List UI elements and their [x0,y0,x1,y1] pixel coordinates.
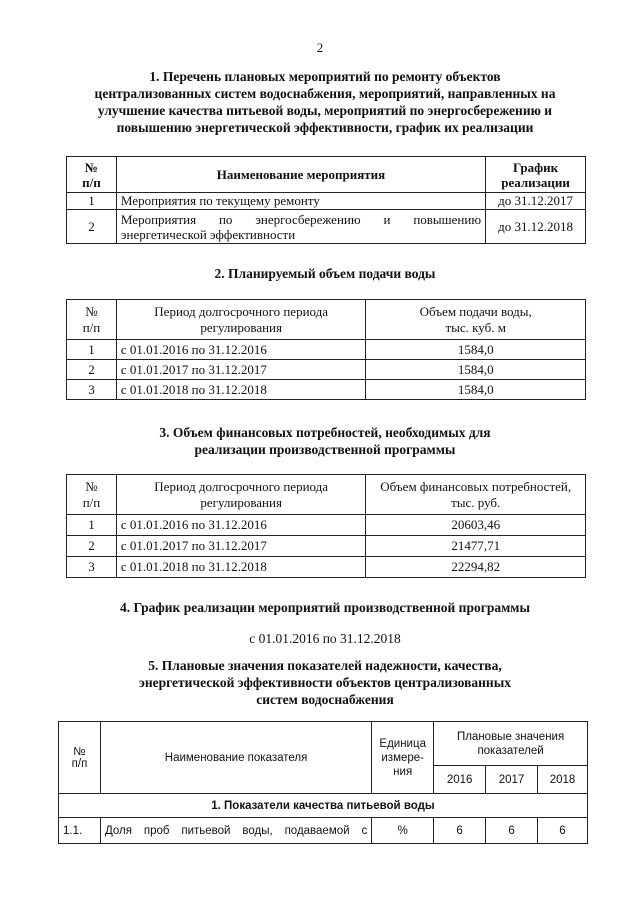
section5-title [60,657,590,708]
row-num: 3 [67,557,117,578]
header-line: № [73,745,86,758]
header-line: Период долгосрочного периода [154,478,329,494]
header-line: тыс. куб. м [445,319,506,335]
row-period: с 01.01.2017 по 31.12.2017 [116,536,366,557]
row-num: 2 [67,536,117,557]
page-number: 2 [316,40,324,55]
table-row [59,818,588,844]
section1-table [66,156,586,244]
col-period-header [116,475,366,515]
col-name-header: Наименование мероприятия [116,157,485,193]
section1-title-line: 1. Перечень плановых мероприятий по ремонту объектов [149,69,501,84]
col-num-header [67,300,117,340]
table-row [67,557,586,578]
row-value: 22294,82 [366,557,586,578]
row-num: 3 [67,380,117,400]
row-name-line: энергетической эффективности [120,226,296,242]
header-line: п/п [82,174,101,190]
header-line: п/п [82,319,101,335]
col-unit-header [372,722,434,794]
header-line: показателей [477,744,544,757]
col-plan-header [434,722,588,766]
col-year-2017: 2017 [486,766,538,794]
row-num: 1.1. [59,818,101,844]
header-line: Единица [379,737,426,750]
header-line: № [85,303,98,319]
row-name: Доля проб питьевой воды, подаваемой с [100,818,371,844]
row-value: 1584,0 [366,360,586,380]
col-num-header [67,157,117,193]
row-value: 1584,0 [366,340,586,360]
header-line: № [84,159,98,175]
section3-title-line: 3. Объем финансовых потребностей, необходимых для [159,425,491,440]
header-line: График [512,159,559,175]
header-line: тыс. руб. [451,494,501,510]
section4-title: 4. График реализации мероприятий производственной программы [119,600,531,615]
header-line: регулирования [200,319,282,335]
col-value-header [366,475,586,515]
row-name: Мероприятия по текущему ремонту [116,193,485,210]
row-num: 2 [67,360,117,380]
header-line: № [85,478,98,494]
col-year-2018: 2018 [538,766,588,794]
group-row [59,794,588,818]
row-period: с 01.01.2018 по 31.12.2018 [116,380,366,400]
table-header-row [59,722,588,766]
row-value: 1584,0 [366,380,586,400]
row-num: 1 [67,515,117,536]
row-period: с 01.01.2016 по 31.12.2016 [116,340,366,360]
table-row [67,210,586,244]
header-line: Объем подачи воды, [419,303,532,319]
section4-period: с 01.01.2016 по 31.12.2018 [249,631,401,646]
row-period: с 01.01.2016 по 31.12.2016 [116,515,366,536]
row-value-2018: 6 [538,818,588,844]
col-period-header [116,300,366,340]
group-title: 1. Показатели качества питьевой воды [59,794,588,818]
header-line: регулирования [200,494,282,510]
section1-title [60,68,590,136]
section1-title-line: централизованных систем водоснабжения, мероприятий, направленных на [94,86,556,101]
header-line: Плановые значения [456,730,565,743]
row-period: с 01.01.2018 по 31.12.2018 [116,557,366,578]
section5-table [58,721,588,844]
table-row [67,515,586,536]
section3-table [66,474,586,578]
row-name-line: Мероприятия по энергосбережению и повышению [120,211,482,227]
table-header-row [67,157,586,193]
row-unit: % [372,818,434,844]
table-row [67,360,586,380]
row-value-2016: 6 [434,818,486,844]
col-name-header: Наименование показателя [100,722,371,794]
header-line: Период долгосрочного периода [154,303,329,319]
col-year-2016: 2016 [434,766,486,794]
section5-title-line: 5. Плановые значения показателей надежности, качества, [148,658,502,673]
row-num: 1 [67,193,117,210]
header-line: п/п [71,757,88,770]
section2-table [66,299,586,400]
table-row [67,536,586,557]
header-line: измере- [381,751,424,764]
section5-title-line: энергетической эффективности объектов централизованных [138,675,511,690]
row-value-2017: 6 [486,818,538,844]
row-num: 1 [67,340,117,360]
col-schedule-header [486,157,586,193]
header-line: реализации [501,174,570,190]
section1-title-line: улучшение качества питьевой воды, мероприятий по энергосбережению и [97,103,553,118]
col-value-header [366,300,586,340]
table-row [67,193,586,210]
header-line: Объем финансовых потребностей, [380,478,572,494]
section2-title: 2. Планируемый объем подачи воды [214,266,436,281]
table-header-row [67,475,586,515]
section1-title-line: повышению энергетической эффективности, график их реализации [116,120,534,135]
header-line: ния [393,765,413,778]
row-schedule: до 31.12.2018 [486,210,586,244]
col-num-header [59,722,101,794]
table-header-row [67,300,586,340]
section3-title-line: реализации производственной программы [194,442,456,457]
header-line: п/п [82,494,101,510]
table-row [67,340,586,360]
section5-title-line: систем водоснабжения [256,692,394,707]
row-value: 20603,46 [366,515,586,536]
row-num: 2 [67,210,117,244]
row-period: с 01.01.2017 по 31.12.2017 [116,360,366,380]
row-name [116,210,485,244]
table-row [67,380,586,400]
row-schedule: до 31.12.2017 [486,193,586,210]
section3-title [60,424,590,458]
col-num-header [67,475,117,515]
row-value: 21477,71 [366,536,586,557]
